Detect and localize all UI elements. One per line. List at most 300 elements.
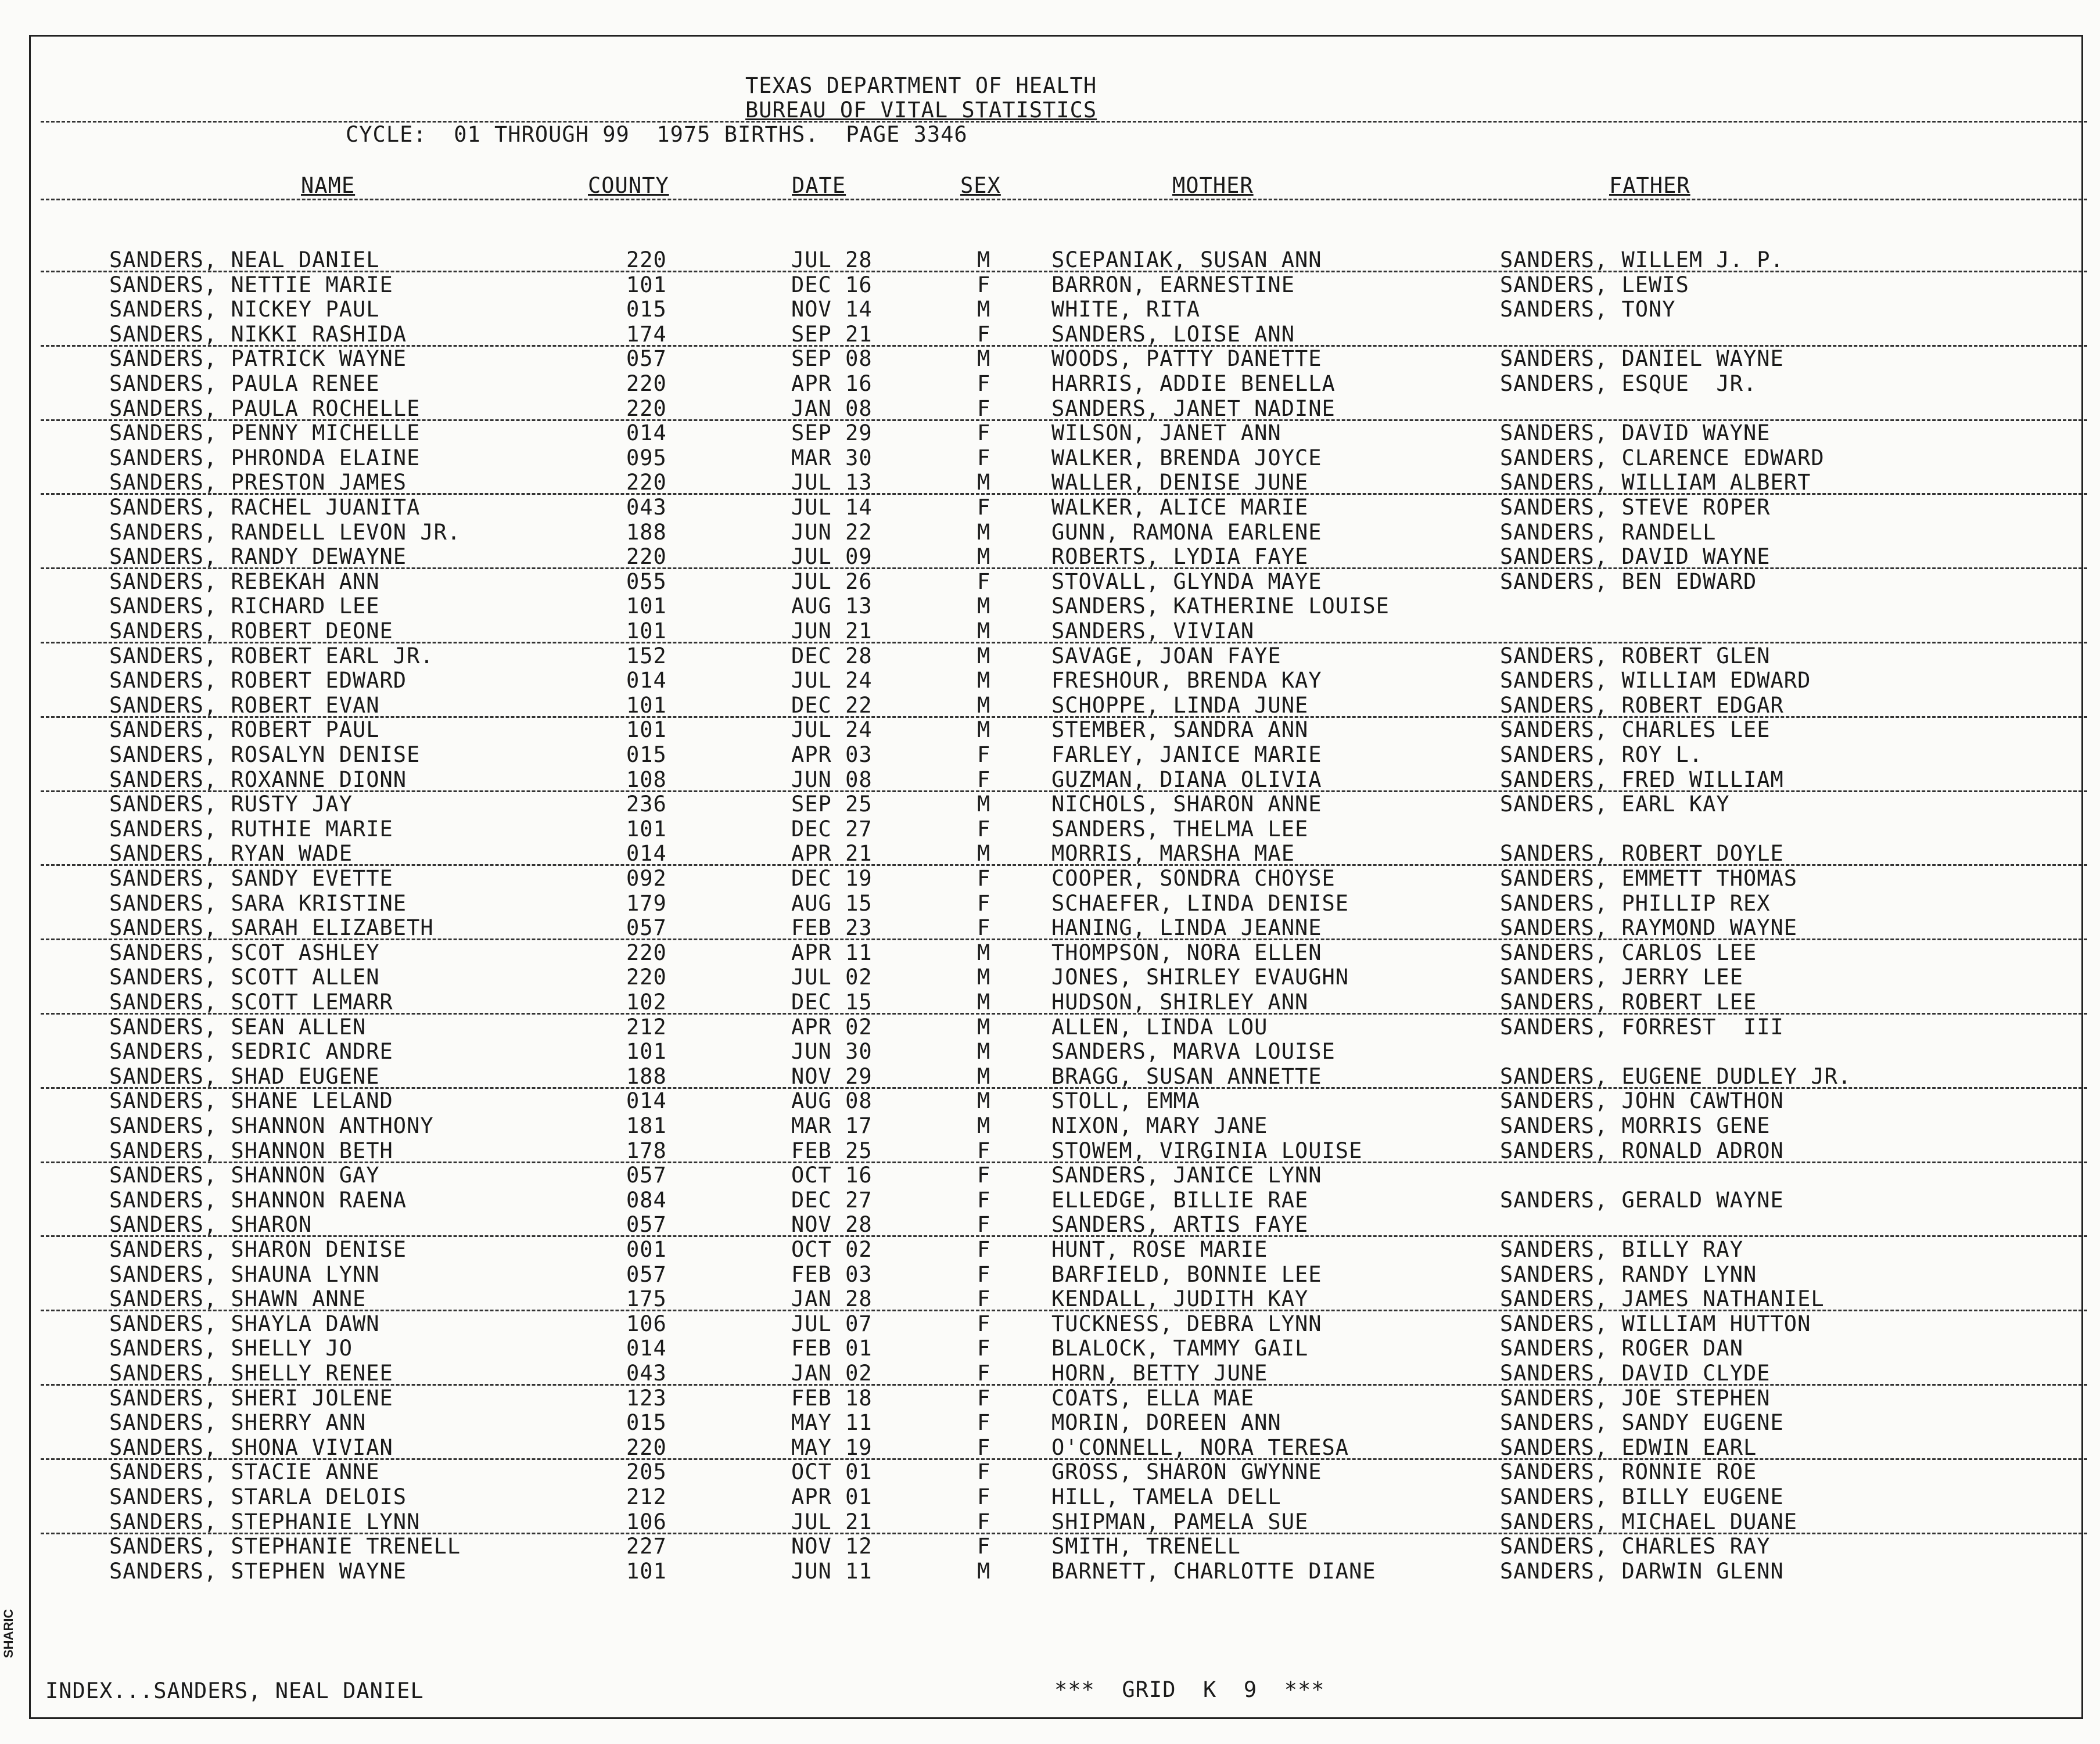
cell-date: APR 01 [791,1484,873,1509]
cell-name: SANDERS, SHERI JOLENE [109,1386,393,1411]
cell-mother: SANDERS, THELMA LEE [1051,817,1309,842]
cell-father: SANDERS, RAYMOND WAYNE [1500,915,1798,940]
cell-mother: THOMPSON, NORA ELLEN [1051,940,1322,965]
cell-sex: M [977,594,991,619]
cell-county: 015 [626,1410,667,1435]
cell-sex: F [977,1286,991,1311]
cell-mother: SANDERS, JANICE LYNN [1051,1163,1322,1188]
cell-name: SANDERS, SHARON [109,1212,313,1237]
cell-sex: M [977,717,991,742]
cell-sex: F [977,1484,991,1509]
cell-county: 101 [626,693,667,718]
cell-father: SANDERS, DANIEL WAYNE [1500,346,1784,371]
cell-county: 205 [626,1459,667,1484]
cell-sex: F [977,1386,991,1411]
cell-mother: STOWEM, VIRGINIA LOUISE [1051,1138,1363,1163]
cell-county: 101 [626,1039,667,1064]
cell-date: NOV 29 [791,1064,873,1089]
cell-father: SANDERS, DAVID CLYDE [1500,1361,1771,1386]
header-bureau: BUREAU OF VITAL STATISTICS [745,98,1097,123]
cell-sex: F [977,1459,991,1484]
cell-mother: BLALOCK, TAMMY GAIL [1051,1336,1309,1361]
cell-county: 092 [626,866,667,891]
cell-mother: GUZMAN, DIANA OLIVIA [1051,767,1322,792]
cell-mother: WHITE, RITA [1051,297,1201,322]
cell-mother: ALLEN, LINDA LOU [1051,1015,1268,1040]
cell-county: 101 [626,619,667,643]
cell-father: SANDERS, JAMES NATHANIEL [1500,1286,1825,1311]
cell-name: SANDERS, NICKEY PAUL [109,297,380,322]
cell-sex: F [977,420,991,445]
cell-mother: WALKER, BRENDA JOYCE [1051,445,1322,470]
cell-sex: M [977,1088,991,1113]
cell-mother: WALLER, DENISE JUNE [1051,470,1309,495]
cell-mother: BARRON, EARNESTINE [1051,272,1295,297]
cell-date: NOV 14 [791,297,873,322]
column-header-name: NAME [301,173,356,198]
cell-mother: HARRIS, ADDIE BENELLA [1051,371,1336,396]
cell-name: SANDERS, RANDY DEWAYNE [109,544,407,569]
cell-name: SANDERS, SEDRIC ANDRE [109,1039,393,1064]
cell-father: SANDERS, WILLIAM HUTTON [1500,1311,1811,1336]
cell-sex: F [977,371,991,396]
cell-date: JUL 02 [791,965,873,990]
cell-county: 001 [626,1237,667,1262]
cell-date: JUN 21 [791,619,873,643]
cell-county: 220 [626,544,667,569]
cell-county: 220 [626,371,667,396]
cell-county: 043 [626,1361,667,1386]
cell-county: 188 [626,1064,667,1089]
cell-sex: M [977,1039,991,1064]
cell-date: APR 03 [791,742,873,767]
cell-county: 220 [626,965,667,990]
cell-county: 015 [626,742,667,767]
cell-mother: WALKER, ALICE MARIE [1051,495,1309,520]
cell-sex: M [977,297,991,322]
cell-mother: SCEPANIAK, SUSAN ANN [1051,247,1322,272]
cell-date: FEB 01 [791,1336,873,1361]
cell-sex: F [977,1138,991,1163]
cell-date: OCT 01 [791,1459,873,1484]
cell-county: 057 [626,1163,667,1188]
footer-grid: *** GRID K 9 *** [1054,1677,1325,1702]
cell-sex: F [977,1237,991,1262]
cell-county: 014 [626,841,667,866]
cell-sex: F [977,1212,991,1237]
cell-date: FEB 18 [791,1386,873,1411]
cell-date: JUN 30 [791,1039,873,1064]
cell-name: SANDERS, PATRICK WAYNE [109,346,407,371]
cell-date: JUL 14 [791,495,873,520]
cell-county: 236 [626,792,667,817]
column-header-mother: MOTHER [1172,173,1254,198]
cell-father: SANDERS, RONNIE ROE [1500,1459,1757,1484]
cell-sex: F [977,1534,991,1559]
cell-father: SANDERS, BILLY RAY [1500,1237,1743,1262]
cell-father: SANDERS, JOHN CAWTHON [1500,1088,1784,1113]
cell-name: SANDERS, SHAD EUGENE [109,1064,380,1089]
cell-sex: F [977,495,991,520]
cell-mother: SHIPMAN, PAMELA SUE [1051,1509,1309,1534]
cell-mother: FRESHOUR, BRENDA KAY [1051,668,1322,693]
column-header-sex: SEX [960,173,1001,198]
cell-name: SANDERS, SHAYLA DAWN [109,1311,380,1336]
column-header-date: DATE [792,173,846,198]
cell-mother: JONES, SHIRLEY EVAUGHN [1051,965,1349,990]
cell-county: 057 [626,1212,667,1237]
cell-sex: M [977,693,991,718]
cell-name: SANDERS, STACIE ANNE [109,1459,380,1484]
cell-father: SANDERS, FORREST III [1500,1015,1784,1040]
cell-date: JUN 22 [791,520,873,545]
cell-sex: F [977,272,991,297]
cell-mother: STEMBER, SANDRA ANN [1051,717,1309,742]
cell-father: SANDERS, CLARENCE EDWARD [1500,445,1825,470]
cell-mother: STOVALL, GLYNDA MAYE [1051,569,1322,594]
cell-date: JUL 24 [791,717,873,742]
cell-name: SANDERS, RACHEL JUANITA [109,495,421,520]
cell-county: 014 [626,420,667,445]
cell-father: SANDERS, WILLIAM EDWARD [1500,668,1811,693]
cell-name: SANDERS, ROBERT EARL JR. [109,643,434,668]
cell-date: MAR 30 [791,445,873,470]
cell-father: SANDERS, ROBERT GLEN [1500,643,1771,668]
cell-mother: HILL, TAMELA DELL [1051,1484,1281,1509]
cell-name: SANDERS, SCOTT LEMARR [109,990,393,1015]
cell-mother: SMITH, TRENELL [1051,1534,1241,1559]
cell-sex: M [977,1113,991,1138]
cell-mother: SCHAEFER, LINDA DENISE [1051,891,1349,916]
cell-father: SANDERS, CARLOS LEE [1500,940,1757,965]
cell-county: 220 [626,247,667,272]
cell-name: SANDERS, PAULA RENEE [109,371,380,396]
cell-county: 014 [626,1088,667,1113]
cell-father: SANDERS, RANDY LYNN [1500,1262,1757,1287]
cell-date: FEB 23 [791,915,873,940]
cell-name: SANDERS, STEPHANIE LYNN [109,1509,421,1534]
cell-sex: F [977,1163,991,1188]
cell-name: SANDERS, SCOTT ALLEN [109,965,380,990]
cell-county: 108 [626,767,667,792]
cell-date: DEC 19 [791,866,873,891]
cell-date: JAN 02 [791,1361,873,1386]
cell-mother: MORRIS, MARSHA MAE [1051,841,1295,866]
cell-county: 152 [626,643,667,668]
cell-mother: O'CONNELL, NORA TERESA [1051,1435,1349,1460]
cell-father: SANDERS, STEVE ROPER [1500,495,1771,520]
cell-name: SANDERS, SHELLY JO [109,1336,353,1361]
cell-date: SEP 21 [791,322,873,347]
cell-sex: F [977,569,991,594]
cell-sex: M [977,668,991,693]
cell-mother: BARNETT, CHARLOTTE DIANE [1051,1559,1376,1584]
cell-county: 175 [626,1286,667,1311]
cell-name: SANDERS, RANDELL LEVON JR. [109,520,461,545]
cell-sex: M [977,619,991,643]
cell-county: 101 [626,272,667,297]
cell-name: SANDERS, SARAH ELIZABETH [109,915,434,940]
cell-county: 227 [626,1534,667,1559]
cell-county: 055 [626,569,667,594]
cell-sex: M [977,520,991,545]
cell-county: 179 [626,891,667,916]
cell-father: SANDERS, GERALD WAYNE [1500,1188,1784,1213]
cell-name: SANDERS, ROSALYN DENISE [109,742,421,767]
cell-father: SANDERS, ROBERT LEE [1500,990,1757,1015]
cell-sex: M [977,247,991,272]
cell-father: SANDERS, JERRY LEE [1500,965,1743,990]
cell-sex: M [977,1559,991,1584]
cell-mother: ELLEDGE, BILLIE RAE [1051,1188,1309,1213]
cell-father: SANDERS, RONALD ADRON [1500,1138,1784,1163]
cell-mother: COATS, ELLA MAE [1051,1386,1255,1411]
cell-date: OCT 16 [791,1163,873,1188]
cell-father: SANDERS, EMMETT THOMAS [1500,866,1798,891]
cell-sex: F [977,1509,991,1534]
cell-sex: F [977,396,991,421]
cell-date: JUL 07 [791,1311,873,1336]
cell-mother: MORIN, DOREEN ANN [1051,1410,1281,1435]
cell-county: 212 [626,1015,667,1040]
cell-mother: FARLEY, JANICE MARIE [1051,742,1322,767]
cell-sex: F [977,1262,991,1287]
cell-mother: SANDERS, MARVA LOUISE [1051,1039,1336,1064]
cell-father: SANDERS, RANDELL [1500,520,1717,545]
cell-date: MAY 11 [791,1410,873,1435]
cell-father: SANDERS, WILLIAM ALBERT [1500,470,1811,495]
cell-father: SANDERS, EARL KAY [1500,792,1730,817]
cell-date: JUL 26 [791,569,873,594]
column-header-father: FATHER [1609,173,1690,198]
cell-date: JUL 24 [791,668,873,693]
cell-name: SANDERS, ROBERT EVAN [109,693,380,718]
cell-county: 220 [626,1435,667,1460]
cell-sex: F [977,915,991,940]
cell-mother: HUDSON, SHIRLEY ANN [1051,990,1309,1015]
cell-date: JUN 08 [791,767,873,792]
cycle-line: CYCLE: 01 THROUGH 99 1975 BIRTHS. PAGE 3346 [346,122,968,147]
cell-date: AUG 15 [791,891,873,916]
cell-mother: ROBERTS, LYDIA FAYE [1051,544,1309,569]
cell-name: SANDERS, SARA KRISTINE [109,891,407,916]
cell-sex: M [977,643,991,668]
cell-date: APR 02 [791,1015,873,1040]
cell-sex: F [977,1336,991,1361]
cell-sex: M [977,965,991,990]
cell-date: SEP 08 [791,346,873,371]
cell-father: SANDERS, MICHAEL DUANE [1500,1509,1798,1534]
cell-name: SANDERS, SHANNON ANTHONY [109,1113,434,1138]
cell-father: SANDERS, ROBERT EDGAR [1500,693,1784,718]
cell-name: SANDERS, SCOT ASHLEY [109,940,380,965]
cell-mother: SANDERS, JANET NADINE [1051,396,1336,421]
cell-father: SANDERS, DAVID WAYNE [1500,544,1771,569]
cell-county: 101 [626,594,667,619]
side-label: SHARIC [1,1609,16,1658]
cell-county: 057 [626,1262,667,1287]
cell-name: SANDERS, NEAL DANIEL [109,247,380,272]
cell-sex: M [977,346,991,371]
cell-father: SANDERS, ROGER DAN [1500,1336,1743,1361]
cell-sex: F [977,891,991,916]
cell-name: SANDERS, PENNY MICHELLE [109,420,421,445]
cell-county: 057 [626,346,667,371]
cell-date: DEC 22 [791,693,873,718]
cell-name: SANDERS, PRESTON JAMES [109,470,407,495]
cell-mother: NICHOLS, SHARON ANNE [1051,792,1322,817]
cell-mother: STOLL, EMMA [1051,1088,1201,1113]
cell-date: DEC 15 [791,990,873,1015]
cell-father: SANDERS, PHILLIP REX [1500,891,1771,916]
cell-mother: SANDERS, ARTIS FAYE [1051,1212,1309,1237]
cell-mother: HUNT, ROSE MARIE [1051,1237,1268,1262]
cell-father: SANDERS, BEN EDWARD [1500,569,1757,594]
cell-date: DEC 27 [791,1188,873,1213]
cell-sex: M [977,940,991,965]
cell-date: DEC 28 [791,643,873,668]
cell-sex: F [977,322,991,347]
cell-county: 095 [626,445,667,470]
cell-name: SANDERS, SHANNON RAENA [109,1188,407,1213]
cell-county: 101 [626,717,667,742]
cell-name: SANDERS, NIKKI RASHIDA [109,322,407,347]
cell-name: SANDERS, STARLA DELOIS [109,1484,407,1509]
cell-county: 123 [626,1386,667,1411]
cell-date: AUG 08 [791,1088,873,1113]
cell-father: SANDERS, MORRIS GENE [1500,1113,1771,1138]
cell-date: JUL 13 [791,470,873,495]
column-header-county: COUNTY [588,173,669,198]
cell-date: DEC 27 [791,817,873,842]
cell-name: SANDERS, STEPHANIE TRENELL [109,1534,461,1559]
cell-father: SANDERS, BILLY EUGENE [1500,1484,1784,1509]
cell-date: FEB 03 [791,1262,873,1287]
cell-county: 220 [626,396,667,421]
cell-county: 102 [626,990,667,1015]
cell-name: SANDERS, RYAN WADE [109,841,353,866]
cell-father: SANDERS, EUGENE DUDLEY JR. [1500,1064,1852,1089]
cell-county: 101 [626,1559,667,1584]
cell-mother: GROSS, SHARON GWYNNE [1051,1459,1322,1484]
cell-sex: M [977,990,991,1015]
cell-sex: M [977,470,991,495]
cell-name: SANDERS, ROBERT DEONE [109,619,393,643]
cell-county: 212 [626,1484,667,1509]
cell-date: APR 16 [791,371,873,396]
cell-name: SANDERS, SHERRY ANN [109,1410,367,1435]
cell-date: MAY 19 [791,1435,873,1460]
column-header-divider [41,199,2087,200]
cell-date: SEP 29 [791,420,873,445]
cell-sex: F [977,767,991,792]
cell-sex: M [977,841,991,866]
cell-county: 188 [626,520,667,545]
cell-sex: F [977,445,991,470]
cell-father: SANDERS, ROBERT DOYLE [1500,841,1784,866]
cell-county: 043 [626,495,667,520]
cell-sex: M [977,792,991,817]
header-department: TEXAS DEPARTMENT OF HEALTH [745,73,1097,98]
cell-sex: F [977,1361,991,1386]
cell-date: OCT 02 [791,1237,873,1262]
cell-date: AUG 13 [791,594,873,619]
cell-name: SANDERS, SHONA VIVIAN [109,1435,393,1460]
cell-father: SANDERS, CHARLES RAY [1500,1534,1771,1559]
cell-mother: COOPER, SONDRA CHOYSE [1051,866,1336,891]
cell-county: 220 [626,940,667,965]
cell-name: SANDERS, SHAUNA LYNN [109,1262,380,1287]
cell-sex: F [977,1435,991,1460]
cell-name: SANDERS, ROBERT EDWARD [109,668,407,693]
cell-mother: GUNN, RAMONA EARLENE [1051,520,1322,545]
cell-father: SANDERS, JOE STEPHEN [1500,1386,1771,1411]
cell-name: SANDERS, SEAN ALLEN [109,1015,367,1040]
cell-sex: F [977,817,991,842]
cell-name: SANDERS, SHAWN ANNE [109,1286,367,1311]
cell-date: APR 11 [791,940,873,965]
cell-name: SANDERS, SANDY EVETTE [109,866,393,891]
cell-date: JUN 11 [791,1559,873,1584]
cell-date: JAN 08 [791,396,873,421]
cell-father: SANDERS, DAVID WAYNE [1500,420,1771,445]
cell-county: 178 [626,1138,667,1163]
cell-name: SANDERS, PHRONDA ELAINE [109,445,421,470]
cell-name: SANDERS, RICHARD LEE [109,594,380,619]
cell-name: SANDERS, ROBERT PAUL [109,717,380,742]
cell-county: 220 [626,470,667,495]
cell-county: 101 [626,817,667,842]
cell-sex: M [977,544,991,569]
cell-name: SANDERS, REBEKAH ANN [109,569,380,594]
cell-father: SANDERS, EDWIN EARL [1500,1435,1757,1460]
cell-county: 106 [626,1311,667,1336]
cell-name: SANDERS, PAULA ROCHELLE [109,396,421,421]
cell-father: SANDERS, DARWIN GLENN [1500,1559,1784,1584]
cell-mother: KENDALL, JUDITH KAY [1051,1286,1309,1311]
cell-county: 014 [626,1336,667,1361]
cell-mother: BRAGG, SUSAN ANNETTE [1051,1064,1322,1089]
cell-name: SANDERS, SHANNON GAY [109,1163,380,1188]
cell-mother: HANING, LINDA JEANNE [1051,915,1322,940]
cell-date: JAN 28 [791,1286,873,1311]
cell-county: 084 [626,1188,667,1213]
cell-county: 057 [626,915,667,940]
cell-father: SANDERS, FRED WILLIAM [1500,767,1784,792]
cell-name: SANDERS, ROXANNE DIONN [109,767,407,792]
cell-date: DEC 16 [791,272,873,297]
cell-mother: WOODS, PATTY DANETTE [1051,346,1322,371]
cell-mother: SAVAGE, JOAN FAYE [1051,643,1281,668]
cell-sex: F [977,1311,991,1336]
cell-date: JUL 28 [791,247,873,272]
cell-county: 106 [626,1509,667,1534]
cell-father: SANDERS, ESQUE JR. [1500,371,1757,396]
cell-name: SANDERS, RUSTY JAY [109,792,353,817]
cell-sex: F [977,1188,991,1213]
cell-name: SANDERS, SHANE LELAND [109,1088,393,1113]
cell-sex: M [977,1064,991,1089]
cell-name: SANDERS, SHELLY RENEE [109,1361,393,1386]
cell-mother: SANDERS, LOISE ANN [1051,322,1295,347]
cell-mother: SANDERS, VIVIAN [1051,619,1255,643]
cell-county: 174 [626,322,667,347]
cell-mother: SANDERS, KATHERINE LOUISE [1051,594,1390,619]
cell-date: JUL 21 [791,1509,873,1534]
cell-name: SANDERS, SHANNON BETH [109,1138,393,1163]
cell-father: SANDERS, ROY L. [1500,742,1703,767]
cell-mother: WILSON, JANET ANN [1051,420,1281,445]
